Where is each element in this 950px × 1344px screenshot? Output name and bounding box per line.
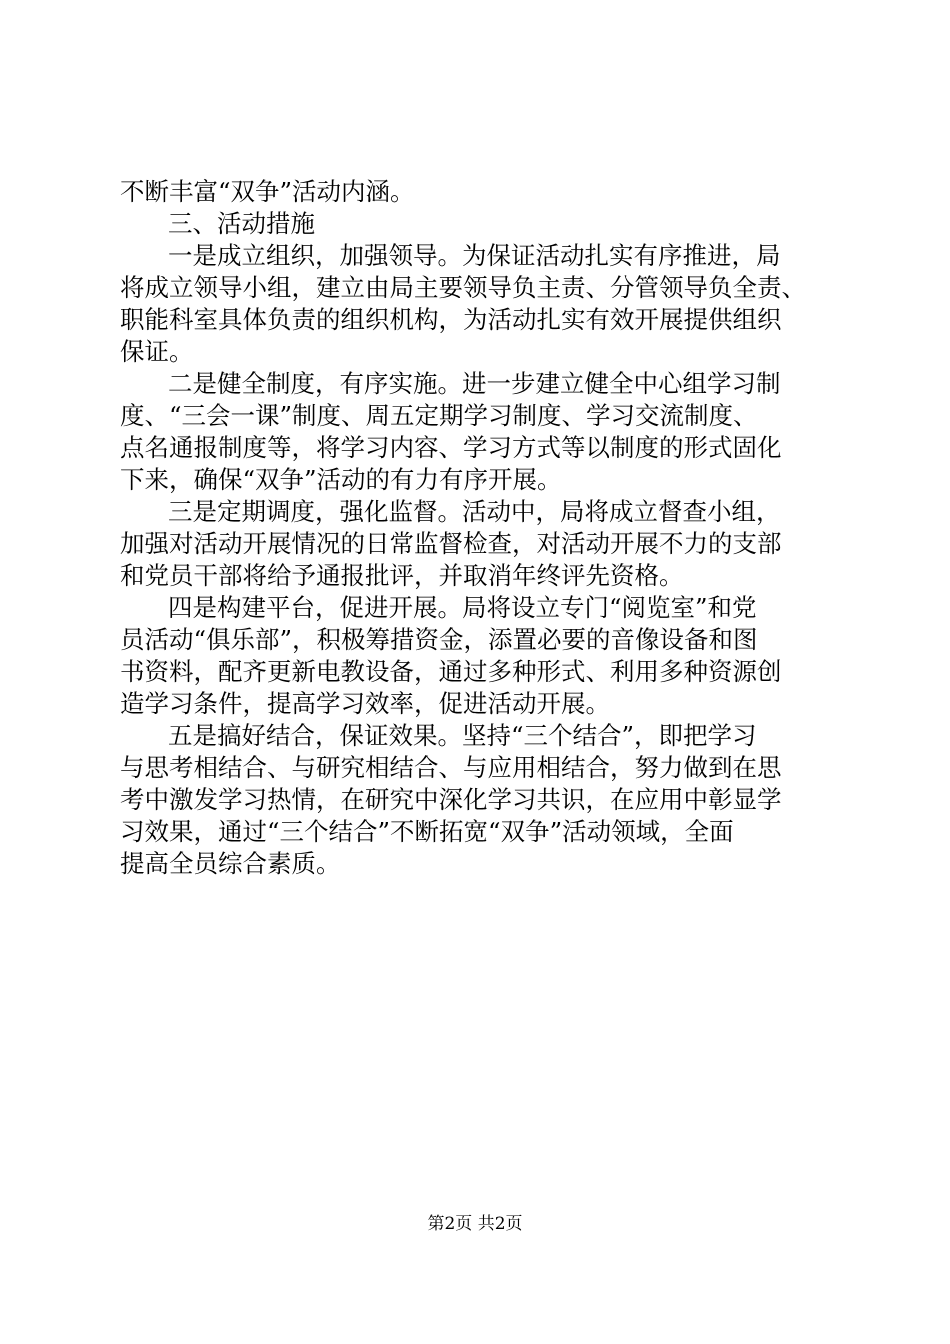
text-line: [0, 496, 950, 528]
text-line-content: 提高全员综合素质。: [120, 849, 341, 878]
text-line: [0, 784, 950, 816]
text-line: [0, 560, 950, 592]
text-line-content: 与思考相结合、与研究相结合、与应用相结合，努力做到在思: [120, 753, 782, 782]
text-line: [0, 304, 950, 336]
text-line-content: 考中激发学习热情，在研究中深化学习共识，在应用中彰显学: [120, 785, 782, 814]
text-line-content: 一是成立组织，加强领导。为保证活动扎实有序推进，局: [168, 241, 781, 270]
text-line: [0, 816, 950, 848]
text-line-content: 员活动“俱乐部”，积极筹措资金，添置必要的音像设备和图: [120, 625, 758, 654]
text-line: [0, 688, 950, 720]
text-line-content: 习效果，通过“三个结合”不断拓宽“双争”活动领域，全面: [120, 817, 734, 846]
text-line: [0, 368, 950, 400]
text-line: [0, 336, 950, 368]
text-line: [0, 656, 950, 688]
text-line-content: 下来，确保“双争”活动的有力有序开展。: [120, 465, 562, 494]
text-line: [0, 272, 950, 304]
text-line: [0, 176, 950, 208]
text-line: [0, 240, 950, 272]
text-line: [0, 528, 950, 560]
text-line-content: 造学习条件，提高学习效率，促进活动开展。: [120, 689, 610, 718]
text-line-content: 将成立领导小组，建立由局主要领导负主责、分管领导负全责、: [120, 273, 806, 302]
text-line: [0, 720, 950, 752]
text-line: [0, 464, 950, 496]
page-number-footer: 第2页 共2页: [427, 1214, 523, 1234]
text-line: [0, 848, 950, 880]
section-heading: [0, 208, 950, 240]
section-heading-text: 三、活动措施: [168, 209, 315, 238]
text-line: [0, 432, 950, 464]
text-line-content: 和党员干部将给予通报批评，并取消年终评先资格。: [120, 561, 684, 590]
text-line-content: 度、“三会一课”制度、周五定期学习制度、学习交流制度、: [120, 401, 758, 430]
text-line-content: 二是健全制度，有序实施。进一步建立健全中心组学习制: [168, 369, 781, 398]
text-line: [0, 592, 950, 624]
text-line-content: 不断丰富“双争”活动内涵。: [120, 177, 415, 206]
text-line: [0, 624, 950, 656]
text-line: [0, 752, 950, 784]
text-line: [0, 400, 950, 432]
text-line-content: 四是构建平台，促进开展。局将设立专门“阅览室”和党: [168, 593, 757, 622]
text-line-content: 书资料，配齐更新电教设备，通过多种形式、利用多种资源创: [120, 657, 782, 686]
text-line-content: 五是搞好结合，保证效果。坚持“三个结合”，即把学习: [168, 721, 757, 750]
text-line-content: 保证。: [120, 337, 194, 366]
text-line-content: 三是定期调度，强化监督。活动中，局将成立督查小组，: [168, 497, 781, 526]
text-line-content: 职能科室具体负责的组织机构，为活动扎实有效开展提供组织: [120, 305, 782, 334]
text-line-content: 点名通报制度等，将学习内容、学习方式等以制度的形式固化: [120, 433, 782, 462]
text-line-content: 加强对活动开展情况的日常监督检查，对活动开展不力的支部: [120, 529, 782, 558]
